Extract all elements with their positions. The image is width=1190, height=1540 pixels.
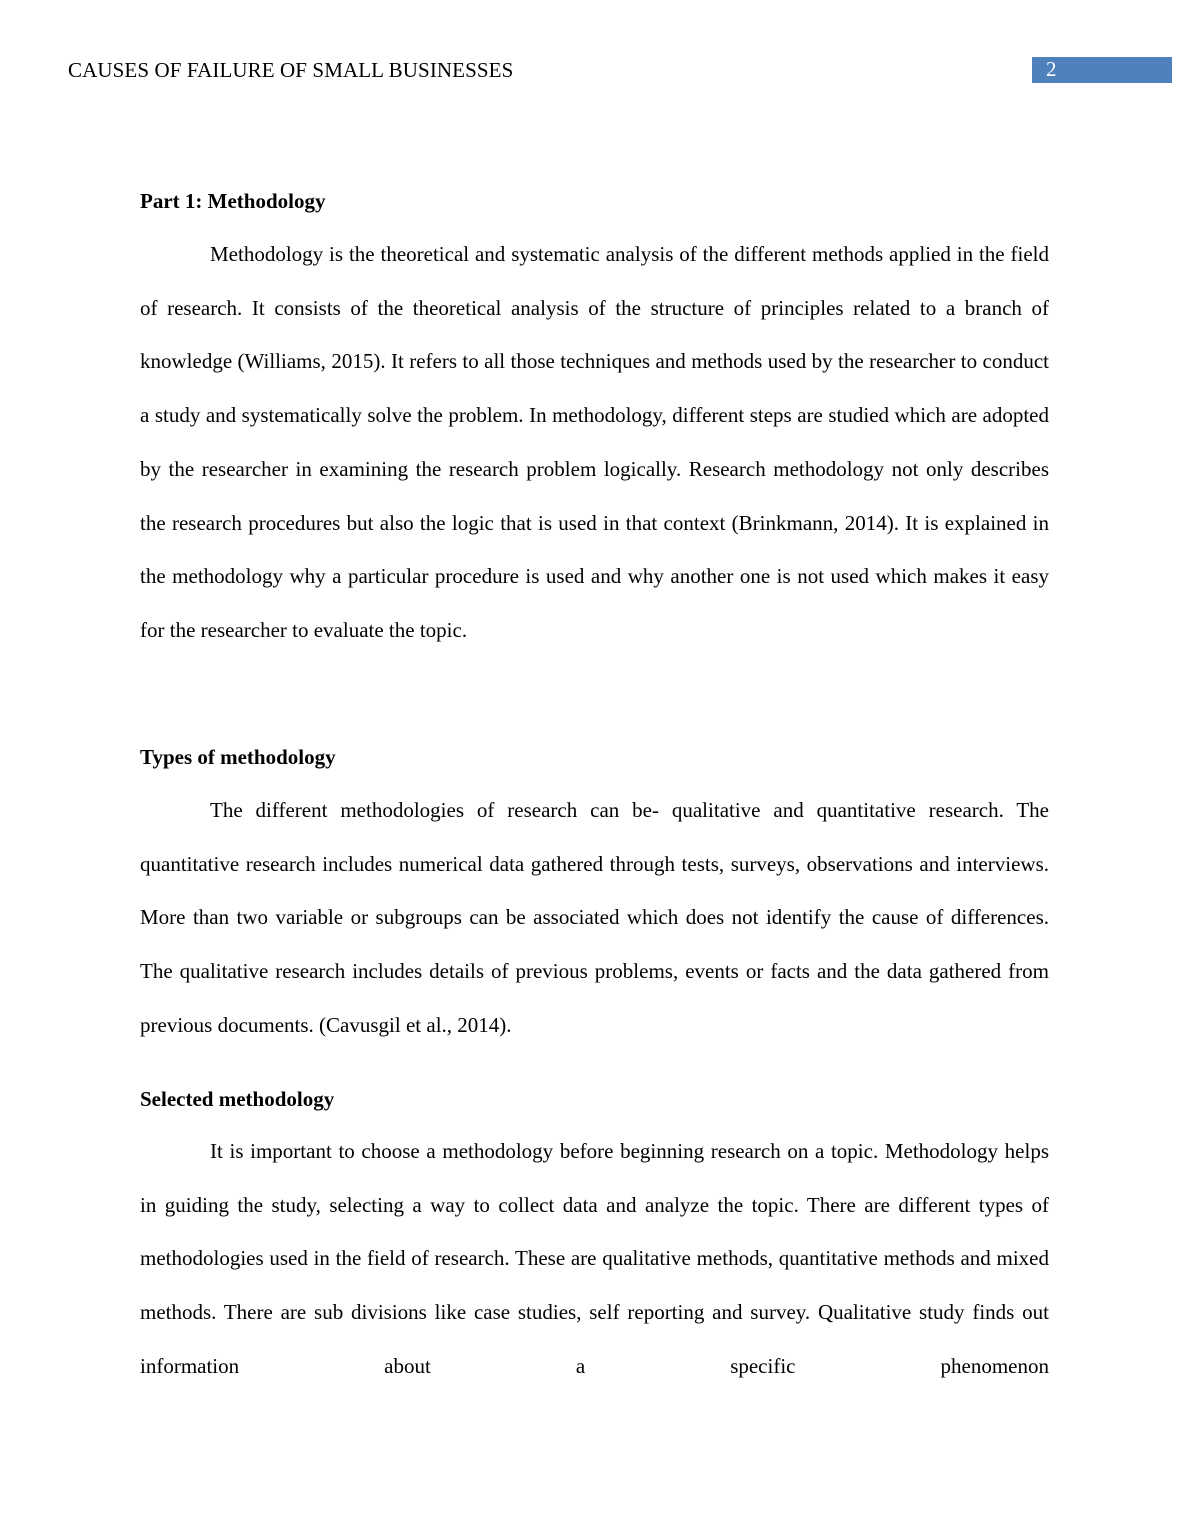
page-number: 2	[1046, 57, 1057, 81]
paragraph-methodology: Methodology is the theoretical and systematic analysis of the different methods applied in the field of research. It consists of the theoretical analysis of the structure of principles related to a branch of knowledge (Williams, 2015). It refers to all those techniques and methods used by the researcher to conduct a study and systematically solve the problem. In methodology, different steps are studied which are adopted by the researcher in examining the research problem logically. Research methodology not only describes the research procedures but also the logic that is used in that context (Brinkmann, 2014). It is explained in the methodology why a particular procedure is used and why another one is not used which makes it easy for the researcher to evaluate the topic.	[140, 242, 1049, 642]
page-number-box	[1032, 57, 1172, 83]
running-head-title: CAUSES OF FAILURE OF SMALL BUSINESSES	[68, 58, 514, 82]
paragraph-types: The different methodologies of research can be- qualitative and quantitative research. The quantitative research includes numerical data gathered through tests, surveys, observations and interviews. More than two variable or subgroups can be associated which does not identify the cause of differences. The qualitative research includes details of previous problems, events or facts and the data gathered from previous documents. (Cavusgil et al., 2014).	[140, 798, 1049, 1037]
paragraph-selected: It is important to choose a methodology before beginning research on a topic. Methodology helps in guiding the study, selecting a way to collect data and analyze the topic. There are different types of methodologies used in the field of research. These are qualitative methods, quantitative methods and mixed methods. There are sub divisions like case studies, self reporting and survey. Qualitative study finds out information about a specific phenomenon	[140, 1139, 1049, 1378]
section-heading-types: Types of methodology	[140, 745, 336, 769]
section-heading-selected: Selected methodology	[140, 1087, 335, 1111]
section-heading-methodology: Part 1: Methodology	[140, 189, 326, 213]
